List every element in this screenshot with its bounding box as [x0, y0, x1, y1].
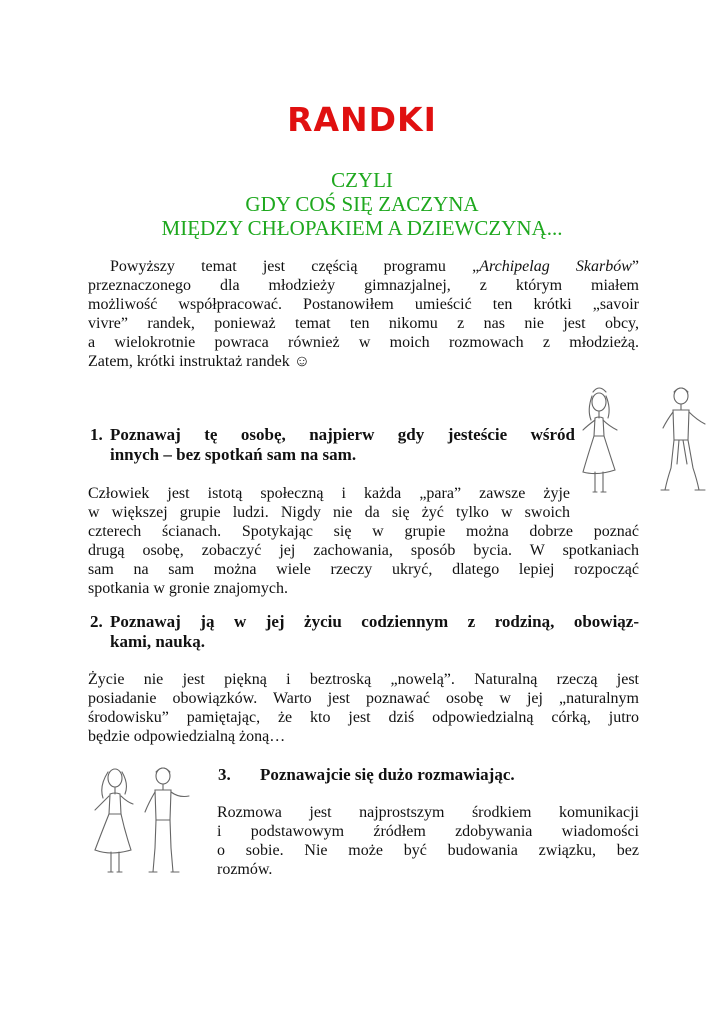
intro-line: możliwość współpracować. Postanowiłem umieścić ten krótki „savoir	[88, 296, 639, 313]
body-line: Rozmowa jest najprostszym środkiem komunikacji	[217, 804, 639, 821]
section-3-heading: 3. Poznawajcie się dużo rozmawiając.	[218, 765, 515, 784]
intro-line: vivre” randek, ponieważ temat ten nikomu z nas nie jest obcy,	[88, 315, 639, 332]
intro-line: a wielokrotnie powraca również w moich rozmowach z młodzieżą.	[88, 334, 639, 351]
intro-paragraph	[88, 257, 639, 371]
subtitle-line: GDY COŚ SIĘ ZACZYNA	[245, 192, 479, 216]
body-line: drugą osobę, zobaczyć jej zachowania, sposób bycia. W spotkaniach	[88, 542, 639, 559]
body-line: sam na sam można wiele rzeczy ukryć, dlatego lepiej rozpocząć	[88, 561, 639, 578]
body-line: i podstawowym źródłem zdobywania wiadomości	[217, 823, 639, 840]
subtitle-line: MIĘDZY CHŁOPAKIEM A DZIEWCZYNĄ...	[161, 216, 563, 240]
subtitle	[0, 168, 724, 240]
body-line: o sobie. Nie może być budowania związku, bez	[217, 842, 639, 859]
section-3-body	[217, 803, 639, 879]
section-2-body	[88, 670, 639, 746]
section-1-heading: 1. Poznawaj tę osobę, najpierw gdy jesteście wśród innych – bez spotkań sam na sam.	[90, 425, 575, 464]
couple-sketch-bottom-illustration	[85, 762, 200, 882]
body-line: Człowiek jest istotą społeczną i każda „para” zawsze żyje	[88, 485, 570, 502]
intro-line: Powyższy temat jest częścią programu „Archipelag Skarbów”	[110, 258, 640, 275]
document-title: RANDKI	[287, 100, 437, 139]
couple-sketch-top-illustration	[575, 380, 715, 500]
section-number: 2.	[90, 612, 103, 631]
body-line: czterech ścianach. Spotykając się w grupie można dobrze poznać	[88, 523, 639, 540]
section-1-body	[88, 484, 639, 598]
section-2-heading: 2. Poznawaj ją w jej życiu codziennym z rodziną, obowiąz- kami, nauką.	[90, 612, 639, 651]
body-line: będzie odpowiedzialną żoną…	[88, 728, 286, 745]
body-line: Życie nie jest piękną i beztroską „nowelą”. Naturalną rzeczą jest	[88, 671, 639, 688]
intro-line: Zatem, krótki instruktaż randek ☺	[88, 353, 311, 370]
program-name: Archipelag Skarbów	[479, 258, 632, 275]
intro-line: przeznaczonego dla młodzieży gimnazjalnej, z którym miałem	[88, 277, 639, 294]
section-number: 3.	[218, 765, 231, 784]
body-line: środowisku” pamiętając, że kto jest dziś odpowiedzialną córką, jutro	[88, 709, 639, 726]
subtitle-line: CZYLI	[331, 168, 393, 192]
body-line: rozmów.	[217, 861, 273, 878]
body-line: spotkania w gronie znajomych.	[88, 580, 288, 597]
body-line: posiadanie obowiązków. Warto jest poznawać osobę w jej „naturalnym	[88, 690, 639, 707]
body-line: w większej grupie ludzi. Nigdy nie da się żyć tylko w swoich	[88, 504, 570, 521]
section-number: 1.	[90, 425, 103, 444]
